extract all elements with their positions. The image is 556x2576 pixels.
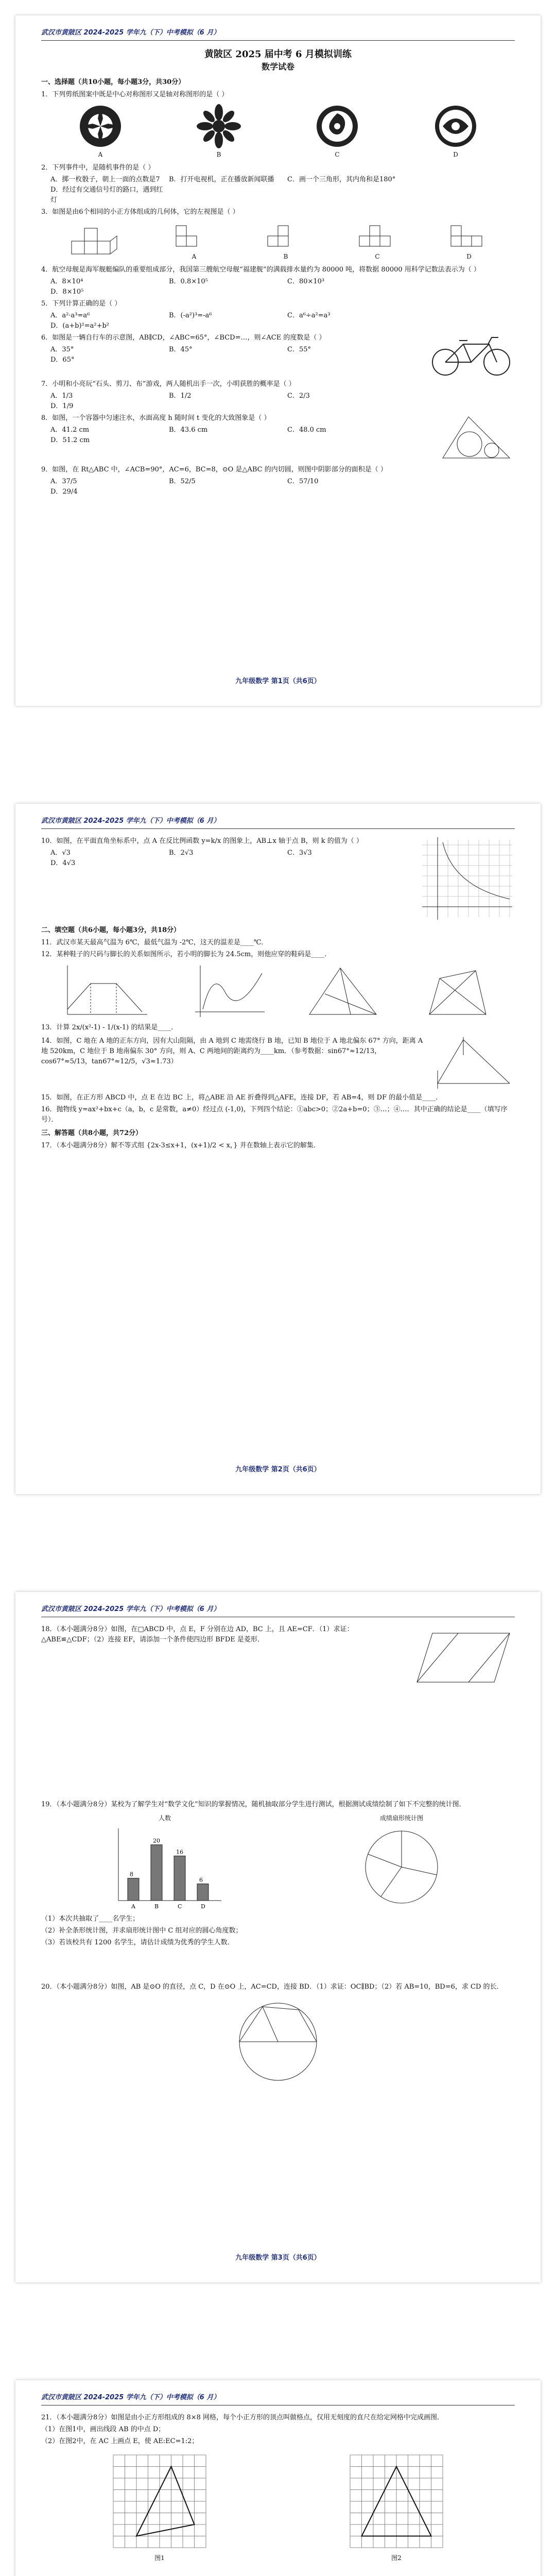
grid-figure-2 (345, 2450, 448, 2563)
option: A．√3 (50, 849, 71, 857)
grid-figure-1 (108, 2450, 211, 2563)
exam-page-1 (15, 15, 541, 706)
option-label: D (453, 151, 458, 158)
figure-label: 图2 (391, 2554, 402, 2562)
option: B．打开电视机，正在播放新闻联播 (169, 176, 274, 183)
option: C．2/3 (287, 392, 310, 400)
option-label: B (216, 151, 221, 158)
bar-cat-label: A (131, 1903, 135, 1910)
question-8: 8．如图，一个容器中匀速注水，水面高度 h 随时间 t 变化的大致图象是（ ） (41, 414, 271, 422)
option: C．48.0 cm (287, 426, 326, 434)
question-16: 16．抛物线 y=ax²+bx+c（a，b，c 是常数，a≠0）经过点 (-1,0)，下列四个结论：①abc>0；②2a+b=0；③…；④…．其中正确的结论是____（填写序号）． (41, 1106, 508, 1124)
quad-figure (419, 963, 496, 1020)
exam-page-2 (15, 804, 541, 1494)
page-footer: 九年级数学 第2页（共6页） (235, 1466, 321, 1473)
page-header: 武汉市黄陂区 2024-2025 学年九（下）中考模拟（6 月） (41, 1603, 515, 1617)
question-9: 9．如图，在 Rt△ABC 中，∠ACB=90°，AC=6，BC=8，⊙O 是△ABC 的内切圆，则图中阴影部分的面积是（ ） (41, 466, 387, 473)
coordinate-grid-figure (417, 835, 515, 922)
option: A．a²·a³=a⁶ (50, 312, 90, 319)
view-option-c (357, 221, 398, 262)
q2-options (41, 175, 515, 206)
bar (174, 1856, 185, 1901)
bar-value-label: 16 (176, 1849, 183, 1856)
q21-part-2: （2）在图2中，在 AC 上画点 E，使 AE:EC=1:2； (41, 2437, 199, 2445)
papercut-figure-d (432, 103, 479, 160)
question-7: 7．小明和小亮玩“石头、剪刀、布”游戏，两人随机出手一次，小明获胜的概率是（ ） (41, 380, 296, 388)
page-header: 武汉市黄陂区 2024-2025 学年九（下）中考模拟（6 月） (41, 27, 515, 41)
question-6: 6．如图是一辆自行车的示意图，AB∥CD，∠ABC=65°，∠BCD=…，则∠ACE 的度数是（ ） (41, 334, 326, 342)
question-15: 15．如图，在正方形 ABCD 中，点 E 在边 BC 上，将△ABE 沿 AE 折叠得到△AFE，连接 DF，若 AB=4，则 DF 的最小值是____． (41, 1094, 443, 1101)
page-footer: 九年级数学 第1页（共6页） (235, 677, 321, 685)
section-heading: 一、选择题（共10小题，每小题3分，共30分） (41, 78, 185, 86)
question-4: 4．航空母舰是海军舰艇编队的重要组成部分，我国第三艘航空母舰“福建舰”的满载排水量约为 80000 吨，将数据 80000 用科学记数法表示为（ ） (41, 266, 480, 274)
bicycle-figure (427, 331, 515, 378)
question-13: 13．计算 2x/(x²-1) - 1/(x-1) 的结果是____． (41, 1024, 178, 1031)
q4-options (41, 277, 515, 297)
option: B．1/2 (169, 392, 192, 400)
papercut-figure-b (196, 103, 242, 160)
question-20: 20．（本小题满分8分）如图，AB 是⊙O 的直径，点 C，D 在⊙O 上，AC=CD，连接 BD．（1）求证：OC∥BD；（2）若 AB=10，BD=6，求 CD 的长． (41, 1983, 503, 1991)
bar-value-label: 20 (153, 1837, 160, 1844)
q5-options (41, 311, 515, 331)
question-19: 19．（本小题满分8分）某校为了解学生对“数学文化”知识的掌握情况，随机抽取部分学生进行测试，根据测试成绩绘制了如下不完整的统计图． (41, 1801, 466, 1808)
option-label: B (283, 253, 288, 260)
direction-figure (432, 1035, 515, 1091)
option: A．37/5 (50, 478, 77, 485)
page-header: 武汉市黄陂区 2024-2025 学年九（下）中考模拟（6 月） (41, 2392, 515, 2405)
exam-page-4 (15, 2380, 541, 2576)
option: B．0.8×10⁵ (169, 278, 208, 285)
q10-options (41, 848, 411, 869)
option-label: D (466, 253, 472, 260)
q9-options (41, 477, 515, 497)
option: B．45° (169, 346, 193, 353)
figure-label: 图1 (154, 2554, 165, 2562)
option: A．41.2 cm (50, 426, 90, 434)
pie-chart (350, 1813, 453, 1911)
bar-cat-label: D (201, 1903, 205, 1910)
section-heading: 二、填空题（共6小题，每小题3分，共18分） (41, 926, 181, 934)
graph-figure (60, 963, 152, 1020)
question-3: 3．如图是由6个相同的小正方体组成的几何体，它的左视图是（ ） (41, 208, 239, 216)
option: C．57/10 (287, 478, 319, 485)
bar-value-label: 6 (199, 1876, 203, 1884)
triangle-figure (304, 963, 381, 1020)
option: C．3√3 (287, 849, 312, 857)
question-17: 17．（本小题满分8分）解不等式组 {2x-3≤x+1，(x+1)/2 < x，} 并在数轴上表示它的解集． (41, 1142, 320, 1149)
bar (151, 1845, 162, 1901)
question-5: 5．下列计算正确的是（ ） (41, 300, 121, 308)
option: D．1/9 (50, 402, 74, 410)
bar-chart-title: 人数 (158, 1815, 171, 1822)
exam-subtitle: 数学试卷 (261, 62, 294, 72)
option: B．(-a²)³=-a⁶ (169, 312, 212, 319)
bar (197, 1884, 208, 1901)
parallelogram-figure (412, 1623, 515, 1690)
option: B．43.6 cm (169, 426, 208, 434)
question-21: 21．（本小题满分8分）如图是由小正方形组成的 8×8 网格，每个小正方形的顶点叫做格点，仅用无刻度的直尺在给定网格中完成画图． (41, 2414, 444, 2421)
question-11: 11．武汉市某天最高气温为 6℃，最低气温为 -2℃，这天的温差是____℃． (41, 939, 268, 946)
option-label: C (335, 151, 340, 158)
option: C．画一个三角形，其内角和是180° (287, 176, 396, 183)
view-option-a (173, 221, 215, 262)
q21-grids (41, 2450, 515, 2563)
option: D．29/4 (50, 488, 78, 496)
question-12: 12．某种鞋子的尺码与脚长的关系如图所示，若小明的脚长为 24.5cm，则他应穿的鞋码是____． (41, 951, 332, 958)
q19-charts (41, 1813, 515, 1911)
question-1: 1．下列剪纸图案中既是中心对称图形又是轴对称图形的是（ ） (41, 91, 229, 98)
option: A．8×10⁴ (50, 278, 83, 285)
papercut-figure-a (77, 103, 124, 160)
q1-figures (41, 103, 515, 160)
option: B．52/5 (169, 478, 196, 485)
q20-figure (41, 1995, 515, 2088)
curve-figure (190, 963, 267, 1020)
question-14: 14．如图，C 地在 A 地的正东方向，因有大山阻隔，由 A 地到 C 地需绕行 B 地，已知 B 地位于 A 地北偏东 67° 方向，距离 A 地 520km，C 地位于 B 地南偏东 30° 方向，则 A、C 两地间的距离约为____km．（参考数据：sin67°≈12/13，cos67°≈5/13，tan67°≈12/5，√3≈1.73） (41, 1037, 423, 1065)
q7-options (41, 391, 515, 412)
question-18: 18．（本小题满分8分）如图，在□ABCD 中，点 E，F 分别在边 AD，BC 上，且 AE=CF．（1）求证：△ABE≌△CDF；（2）连接 EF，请添加一个条件使四边形 BFDE 是菱形． (41, 1625, 354, 1643)
exam-page-3 (15, 1592, 541, 2282)
q19-part-3: （3）若该校共有 1200 名学生，请估计成绩为优秀的学生人数． (41, 1939, 234, 1946)
option: D．51.2 cm (50, 436, 90, 444)
option: B．2√3 (169, 849, 194, 857)
page-header: 武汉市黄陂区 2024-2025 学年九（下）中考模拟（6 月） (41, 815, 515, 829)
circle-triangle-figure (438, 412, 515, 463)
pie-chart-title: 成绩扇形统计图 (379, 1815, 423, 1822)
section-heading: 三、解答题（共8小题，共72分） (41, 1129, 143, 1137)
option: A．掷一枚骰子，朝上一面的点数是7 (50, 176, 160, 183)
option-label: A (192, 253, 197, 260)
page-footer: 九年级数学 第3页（共6页） (235, 2254, 321, 2262)
option: D．8×10⁵ (50, 288, 84, 296)
option: D．经过有交通信号灯的路口，遇到红灯 (50, 186, 163, 204)
option: A．1/3 (50, 392, 73, 400)
option: D．4√3 (50, 859, 76, 867)
option: C．80×10³ (287, 278, 325, 285)
bar-cat-label: C (178, 1903, 182, 1910)
q12-figures (41, 963, 515, 1020)
option: D．(a+b)²=a²+b² (50, 322, 110, 330)
q6-options (41, 345, 421, 365)
q3-figures (41, 221, 515, 262)
option-label: C (375, 253, 380, 260)
option: C．55° (287, 346, 311, 353)
circle-figure (232, 1995, 324, 2088)
option: C．a⁶÷a²=a³ (287, 312, 331, 319)
q19-part-1: （1）本次共抽取了____名学生； (41, 1915, 140, 1923)
papercut-figure-c (314, 103, 360, 160)
question-2: 2．下列事件中，是随机事件的是（ ） (41, 164, 155, 172)
bar-chart (103, 1813, 227, 1911)
view-option-d (448, 221, 490, 262)
option-label: A (98, 151, 103, 158)
exam-title: 黄陂区 2025 届中考 6 月模拟训练 (204, 49, 352, 60)
view-option-b (265, 221, 306, 262)
bar-cat-label: B (154, 1903, 159, 1910)
option: D．65° (50, 356, 75, 364)
bar-value-label: 8 (130, 1871, 133, 1878)
q19-part-2: （2）补全条形统计图，并求扇形统计图中 C 组对应的圆心角度数； (41, 1927, 242, 1935)
question-10: 10．如图，在平面直角坐标系中，点 A 在反比例函数 y=k/x 的图象上，AB⊥x 轴于点 B，则 k 的值为（ ） (41, 837, 363, 845)
solid-figure (66, 226, 123, 262)
q8-options (41, 425, 431, 446)
q21-part-1: （1）在图1中，画出线段 AB 的中点 D； (41, 2426, 165, 2433)
bar (128, 1878, 139, 1901)
option: A．35° (50, 346, 74, 353)
